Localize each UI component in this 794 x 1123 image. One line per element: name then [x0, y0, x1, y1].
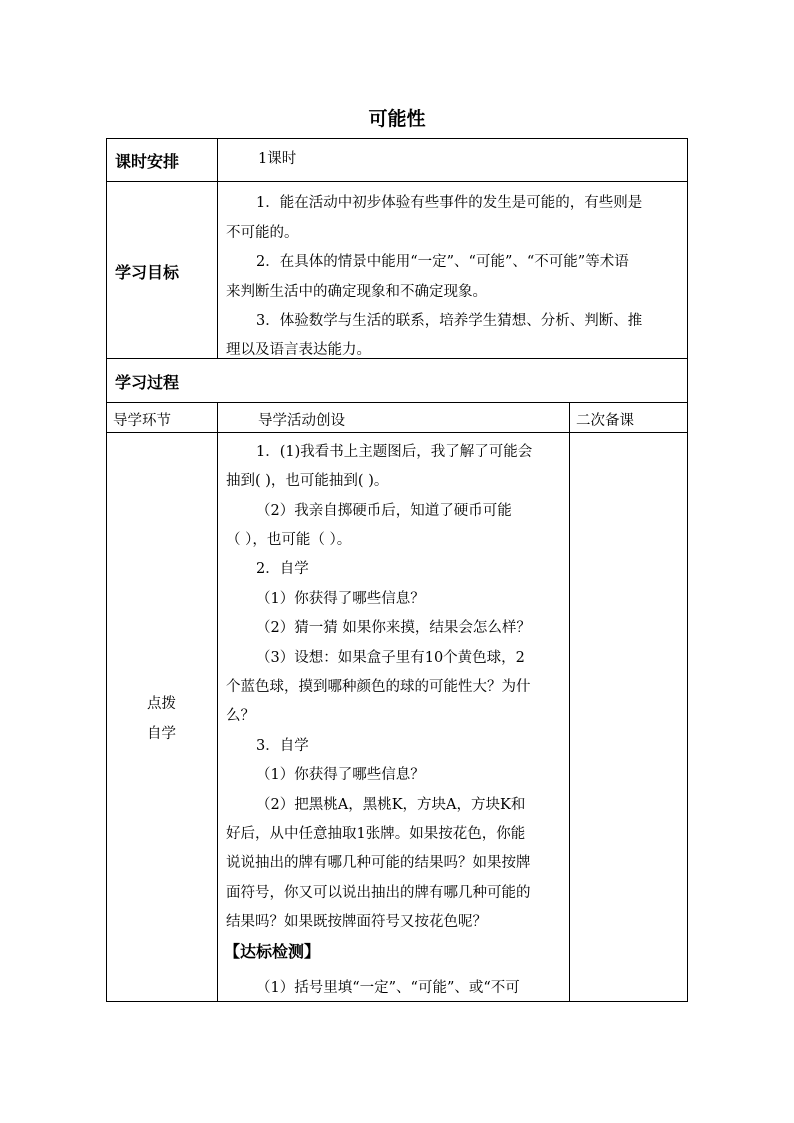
objective-line: 2．在具体的情景中能用“一定”、“可能”、“不可能”等术语	[256, 254, 629, 270]
objective-line: 理以及语言表达能力。	[226, 342, 371, 358]
activity-line: 结果吗？如果既按牌面符号又按花色呢？	[226, 914, 487, 930]
process-heading-cell	[106, 358, 688, 403]
objectives-label-cell	[106, 181, 218, 359]
activity-line: 么？	[226, 708, 255, 724]
activity-line: 抽到( )，也可能抽到( )。	[226, 473, 389, 489]
objective-line: 不可能的。	[226, 225, 299, 241]
stage-cell	[106, 432, 218, 1002]
activity-line: （1）你获得了哪些信息？	[256, 767, 425, 783]
notes-cell	[569, 432, 688, 1002]
schedule-value: 1课时	[258, 151, 297, 167]
objective-line: 3．体验数学与生活的联系，培养学生猜想、分析、判断、推	[256, 313, 643, 329]
activity-line: 说说抽出的牌有哪几种可能的结果吗？如果按牌	[226, 855, 531, 871]
stage-header-cell	[106, 402, 218, 433]
activity-line: （3）设想：如果盒子里有10个黄色球，2	[256, 650, 525, 666]
stage-label-line1: 点拨	[147, 696, 176, 712]
schedule-value-cell	[217, 138, 688, 182]
activity-header: 导学活动创设	[258, 413, 345, 429]
activity-line: （2）我亲自掷硬币后，知道了硬币可能	[256, 503, 512, 519]
notes-header: 二次备课	[576, 413, 634, 429]
stage-label-line2: 自学	[147, 726, 176, 742]
activity-header-cell	[217, 402, 570, 433]
activity-line: （2）把黑桃A，黑桃K，方块A，方块K和	[256, 797, 526, 813]
activity-line: 面符号，你又可以说出抽出的牌有哪几种可能的	[226, 885, 531, 901]
activity-line: （2）猜一猜 如果你来摸，结果会怎么样？	[256, 620, 531, 636]
schedule-label: 课时安排	[115, 152, 180, 171]
objectives-content-cell	[217, 181, 688, 359]
page-title: 可能性	[368, 108, 426, 130]
notes-header-cell	[569, 402, 688, 433]
activity-line: 1．(1)我看书上主题图后，我了解了可能会	[256, 444, 533, 460]
activity-line: 个蓝色球，摸到哪种颜色的球的可能性大？为什	[226, 679, 531, 695]
activity-line: 3．自学	[256, 738, 309, 754]
schedule-label-cell	[106, 138, 218, 182]
process-heading: 学习过程	[115, 373, 180, 392]
objective-line: 来判断生活中的确定现象和不确定现象。	[226, 284, 487, 300]
objective-line: 1．能在活动中初步体验有些事件的发生是可能的，有些则是	[256, 195, 643, 211]
activity-line: （ ），也可能（ ）。	[226, 532, 352, 548]
activity-line: （1）括号里填“一定”、“可能”、或“不可	[256, 980, 520, 996]
stage-header: 导学环节	[113, 413, 171, 429]
check-heading: 【达标检测】	[224, 942, 321, 961]
activity-line: 好后，从中任意抽取1张牌。如果按花色，你能	[226, 826, 526, 842]
activity-line: 2．自学	[256, 561, 309, 577]
objectives-label: 学习目标	[115, 263, 180, 282]
activity-line: （1）你获得了哪些信息？	[256, 591, 425, 607]
activity-cell	[217, 432, 570, 1002]
